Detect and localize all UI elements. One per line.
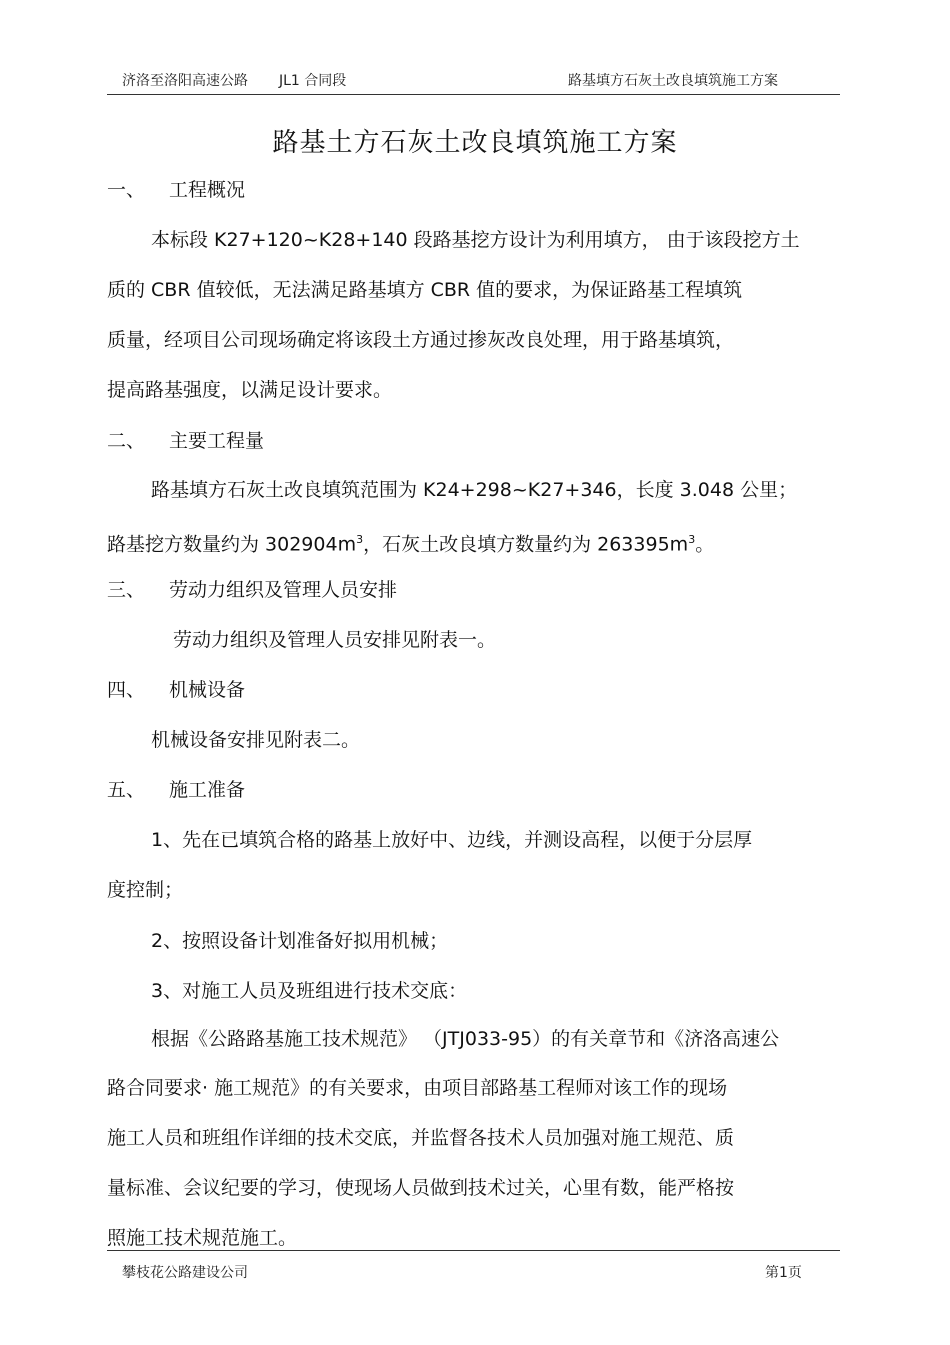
list-item-3: 3、对施工人员及班组进行技术交底： <box>151 980 468 1002</box>
paragraph-line: 提高路基强度，以满足设计要求。 <box>107 379 393 401</box>
paragraph-line: 机械设备安排见附表二。 <box>151 729 361 751</box>
section-heading-4 <box>107 676 245 704</box>
footer-rule <box>107 1250 840 1251</box>
section-title: 工程概况 <box>169 179 246 201</box>
section-heading-2 <box>107 427 264 455</box>
footer-company: 攀枝花公路建设公司 <box>122 1265 248 1281</box>
superscript: 3 <box>688 533 696 546</box>
paragraph-line: 根据《公路路基施工技术规范》 （JTJ033-95）的有关章节和《济洛高速公 <box>151 1028 780 1050</box>
quantity-fill: ，石灰土改良填方数量约为 263395m <box>363 533 689 556</box>
section-number: 四、 <box>107 679 146 701</box>
paragraph-line: 施工人员和班组作详细的技术交底，并监督各技术人员加强对施工规范、质 <box>107 1127 735 1149</box>
header-rule <box>107 94 840 95</box>
paragraph-line: 质量，经项目公司现场确定将该段土方通过掺灰改良处理，用于路基填筑， <box>107 329 735 351</box>
quantity-excavation: 路基挖方数量约为 302904m <box>107 533 357 556</box>
sentence-end: 。 <box>695 533 715 556</box>
section-heading-5 <box>107 776 245 804</box>
section-heading-1 <box>107 176 245 204</box>
section-number: 二、 <box>107 430 146 452</box>
section-title: 机械设备 <box>169 679 246 701</box>
section-title: 主要工程量 <box>169 430 265 452</box>
header-right: 路基填方石灰土改良填筑施工方案 <box>568 73 778 89</box>
paragraph-line: 路基填方石灰土改良填筑范围为 K24+298~K27+346，长度 3.048 公里； <box>151 479 798 501</box>
list-item-1: 1、先在已填筑合格的路基上放好中、边线，并测设高程，以便于分层厚 <box>151 829 753 851</box>
page-number: 第1页 <box>765 1265 802 1281</box>
header-middle: JL1 合同段 <box>279 73 347 89</box>
paragraph-line: 照施工技术规范施工。 <box>107 1227 298 1249</box>
list-item-2: 2、按照设备计划准备好拟用机械； <box>151 930 449 952</box>
paragraph-line: 路合同要求· 施工规范》的有关要求，由项目部路基工程师对该工作的现场 <box>107 1077 728 1099</box>
paragraph-line <box>107 526 714 554</box>
page-title: 路基土方石灰土改良填筑施工方案 <box>272 128 678 158</box>
section-number: 一、 <box>107 179 146 201</box>
superscript: 3 <box>356 533 364 546</box>
paragraph-line: 劳动力组织及管理人员安排见附表一。 <box>173 629 497 651</box>
section-number: 三、 <box>107 579 146 601</box>
section-heading-3 <box>107 576 397 604</box>
paragraph-line: 量标准、会议纪要的学习，使现场人员做到技术过关，心里有数，能严格按 <box>107 1177 735 1199</box>
section-number: 五、 <box>107 779 146 801</box>
section-title: 劳动力组织及管理人员安排 <box>169 579 398 601</box>
paragraph-line: 质的 CBR 值较低，无法满足路基填方 CBR 值的要求，为保证路基工程填筑 <box>107 279 743 301</box>
header-left: 济洛至洛阳高速公路 <box>122 73 248 89</box>
section-title: 施工准备 <box>169 779 246 801</box>
list-item-1-cont: 度控制； <box>107 879 184 901</box>
paragraph-line: 本标段 K27+120~K28+140 段路基挖方设计为利用填方， 由于该段挖方土 <box>151 229 800 251</box>
